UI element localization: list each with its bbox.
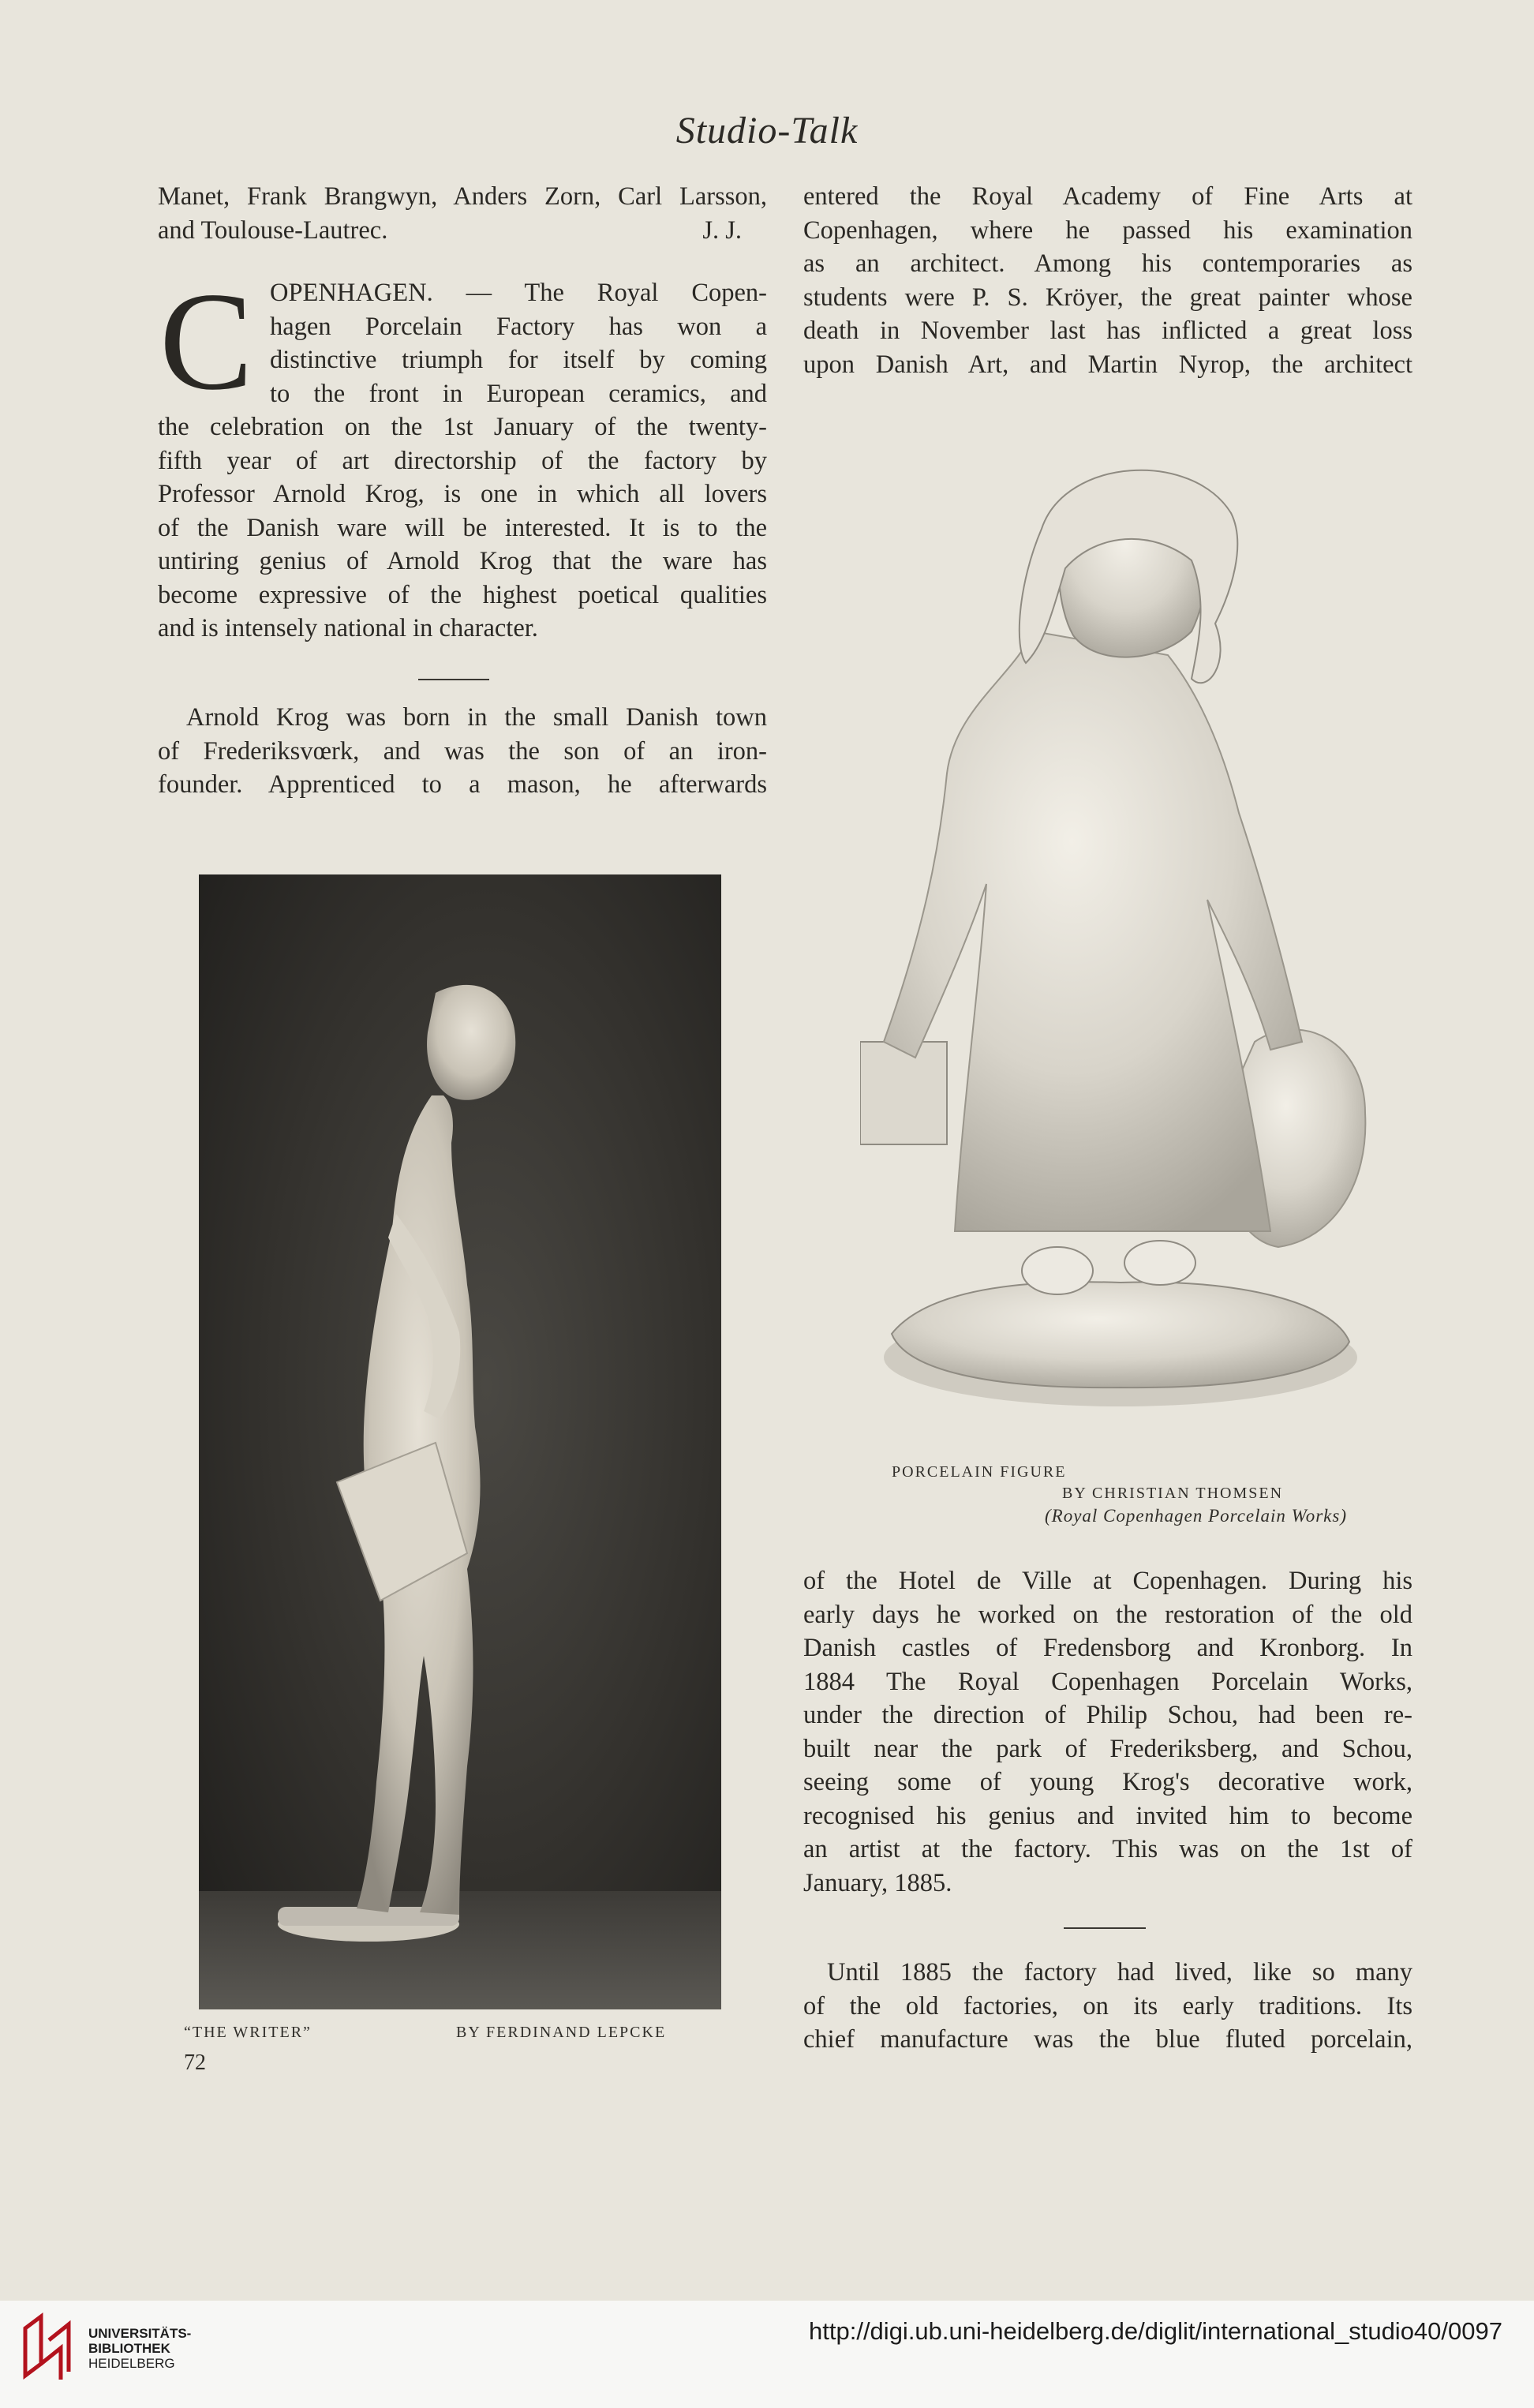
- left-intro: [158, 180, 767, 247]
- text-line: 1884 The Royal Copenhagen Porcelain Works,: [803, 1667, 1412, 1696]
- text-line: the celebration on the 1st January of the twenty-: [158, 413, 767, 441]
- text-line: distinctive triumph for itself by coming: [270, 346, 767, 374]
- running-head: Studio-Talk: [675, 110, 859, 152]
- library-logo-icon: [17, 2313, 80, 2384]
- drop-cap: C: [159, 263, 253, 419]
- text-line: January, 1885.: [803, 1868, 952, 1897]
- text-line: seeing some of young Krog's decorative work,: [803, 1768, 1412, 1796]
- right-bottom-text: [803, 1956, 1412, 2057]
- library-name: [88, 2326, 191, 2371]
- text-line: Arnold Krog was born in the small Danish town: [186, 703, 767, 732]
- right-top-text: [803, 180, 1412, 381]
- figure-caption-line-2: BY CHRISTIAN THOMSEN: [1062, 1485, 1284, 1502]
- photo-caption-artist: BY FERDINAND LEPCKE: [456, 2024, 667, 2041]
- text-line: Danish castles of Fredensborg and Kronborg. In: [803, 1634, 1412, 1662]
- text-line: Manet, Frank Brangwyn, Anders Zorn, Carl Larsson,: [158, 182, 767, 211]
- text-line: become expressive of the highest poetical qualities: [158, 580, 767, 609]
- text-line: entered the Royal Academy of Fine Arts at: [803, 182, 1412, 211]
- text-line: students were P. S. Kröyer, the great painter whose: [803, 283, 1412, 312]
- text-line: under the direction of Philip Schou, had been re-: [803, 1701, 1412, 1729]
- text-line: of the old factories, on its early traditions. Its: [803, 1991, 1412, 2020]
- page-number: 72: [184, 2050, 206, 2075]
- signature-line: [158, 214, 767, 248]
- photo-the-writer: [199, 874, 721, 2009]
- text-line: OPENHAGEN. — The Royal Copen-: [270, 279, 767, 307]
- author-signature: J. J.: [702, 215, 742, 245]
- porcelain-figure-image: [860, 442, 1373, 1444]
- text-line: upon Danish Art, and Martin Nyrop, the architect: [803, 350, 1412, 379]
- section-divider: [418, 679, 489, 680]
- text-line: of the Hotel de Ville at Copenhagen. During his: [803, 1567, 1412, 1595]
- text-line: an artist at the factory. This was on the 1st of: [803, 1835, 1412, 1863]
- text-line: Until 1885 the factory had lived, like so many: [827, 1958, 1412, 1987]
- figure-caption-line-1: PORCELAIN FIGURE: [892, 1463, 1067, 1481]
- text-line: of Frederiksvœrk, and was the son of an iron-: [158, 736, 767, 766]
- text-line: and is intensely national in character.: [158, 614, 538, 642]
- text-line: built near the park of Frederiksberg, and Schou,: [803, 1734, 1412, 1763]
- library-name-line: BIBLIOTHEK: [88, 2341, 170, 2356]
- photo-caption-title: “THE WRITER”: [184, 2024, 312, 2041]
- article-opening: [158, 263, 767, 646]
- text-line: and Toulouse-Lautrec.: [158, 215, 388, 245]
- right-middle-text: [803, 1564, 1412, 1900]
- text-line: as an architect. Among his contemporaries as: [803, 249, 1412, 278]
- text-line: death in November last has inflicted a great loss: [803, 316, 1412, 345]
- figure-caption-line-3: (Royal Copenhagen Porcelain Works): [1045, 1506, 1347, 1526]
- source-url-link[interactable]: http://digi.ub.uni-heidelberg.de/diglit/international_studio40/0097: [809, 2317, 1502, 2345]
- left-paragraph-2: [158, 701, 767, 802]
- library-name-line: HEIDELBERG: [88, 2356, 175, 2371]
- text-line: to the front in European ceramics, and: [270, 379, 767, 408]
- text-line: chief manufacture was the blue fluted porcelain,: [803, 2025, 1412, 2054]
- text-line: early days he worked on the restoration of the old: [803, 1600, 1412, 1629]
- text-line: recognised his genius and invited him to become: [803, 1801, 1412, 1830]
- statue-silhouette: [199, 874, 721, 2009]
- text-line: founder. Apprenticed to a mason, he afterwards: [158, 770, 767, 799]
- text-line: untiring genius of Arnold Krog that the ware has: [158, 547, 767, 575]
- library-name-line: UNIVERSITÄTS-: [88, 2326, 192, 2341]
- text-line: of the Danish ware will be interested. It is to the: [158, 513, 767, 542]
- text-line: hagen Porcelain Factory has won a: [270, 312, 767, 341]
- text-line: Professor Arnold Krog, is one in which all lovers: [158, 480, 767, 508]
- section-divider: [1064, 1927, 1146, 1929]
- text-line: Copenhagen, where he passed his examination: [803, 215, 1412, 245]
- text-line: fifth year of art directorship of the factory by: [158, 446, 767, 475]
